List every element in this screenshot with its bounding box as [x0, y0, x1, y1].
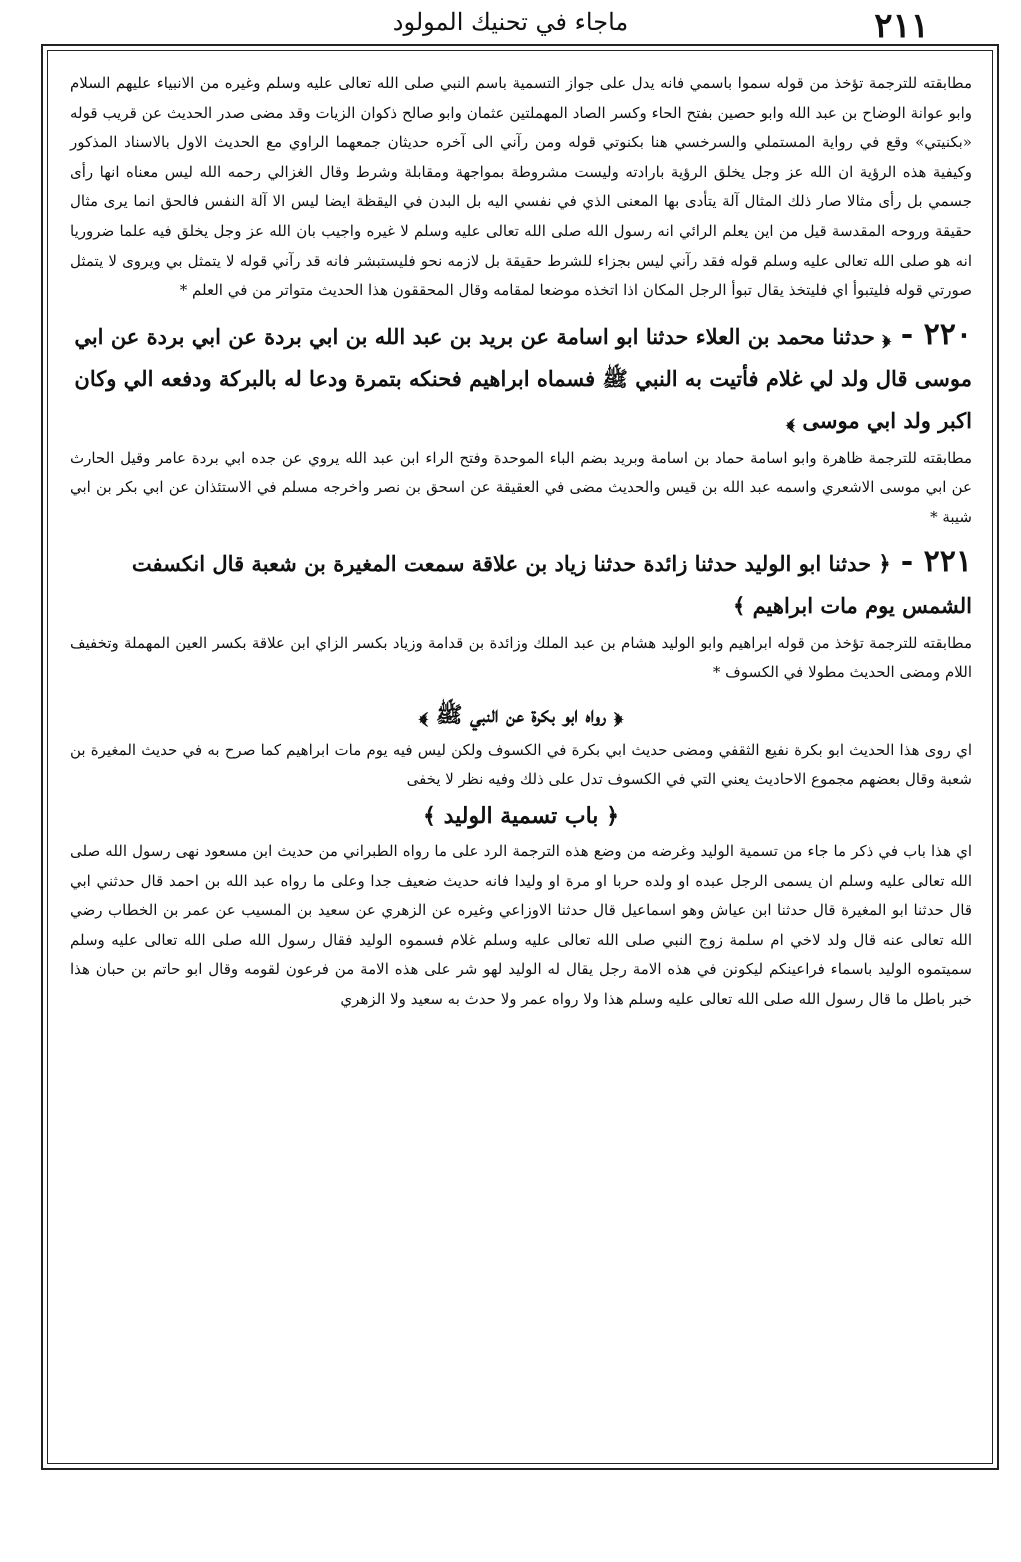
commentary-paragraph: مطابقته للترجمة ظاهرة وابو اسامة حماد بن اسامة وبريد بضم الباء الموحدة وفتح الراء ابن عبد الله يروي عن جده ابي بردة عامر وقيل الحارث عن ابي موسى الاشعري واسمه عبد الله بن قيس والحديث مضى في العقيقة عن اسحق بن نصر واخرجه مسلم في الاستئذان عن ابي بكر بن ابي شيبة *: [70, 448, 972, 526]
narration-heading: ﴿ رواه ابو بكرة عن النبي ﷺ ﴾: [419, 701, 623, 728]
commentary-paragraph: مطابقته للترجمة تؤخذ من قوله سموا باسمي فانه يدل على جواز التسمية باسم النبي صلى الله تعالى عليه وسلم وغيره من الانبياء عليهم السلام وابو عوانة الوضاح بن عبد الله وابو حصين بفتح الحاء وكسر الصاد المهملتين عثمان وابو صالح ذكوان الزيات وقد مضى صدر الحديث عن قريب قوله «بكنيتي» وقع في رواية المستملي والسرخسي هنا بكنوتي قوله ومن رآني الى آخره حديثان جمعهما الراوي مع الحديث الاول بالاسناد المذكور وكيفية هذه الرؤية ان الله عز وجل يخلق الرؤية بارادته وليست مشروطة بمواجهة ومقابلة وشرط وقال الغزالي رحمه الله ليس معناه انها رأى جسمي بل رأى مثالا صار ذلك المثال آلة يتأدى بها المعنى الذي في نفسي اليه بل البدن في اليقظة ايضا ليس الا آلة النفس فالحق انما يرى مثال حقيقة وروحه المقدسة قيل من اين يعلم الرائي انه رسول الله صلى الله تعالى عليه وسلم لا غيره واجيب بان الله عز وجل يخلق فيه علما ضروريا انه هو صلى الله تعالى عليه وسلم قوله فقد رآني ليس بجزاء للشرط حقيقة بل لازمه نحو فليستبشر فانه قد رآني قوله لا يتمثل بي ويروى لا يتمثل صورتي قوله فليتبوأ اي فليتخذ يقال تبوأ الرجل المكان اذا اتخذه موضعا لمقامه وقال المحققون هذا الحديث متواتر من في العلم *: [70, 74, 972, 300]
commentary-paragraph: اي هذا باب في ذكر ما جاء من تسمية الوليد وغرضه من وضع هذه الترجمة الرد على ما رواه الطبراني من حديث ابن مسعود نهى رسول الله صلى الله تعالى عليه وسلم ان يسمى الرجل عبده او ولده حربا او مرة او وليدا فانه حديث ضعيف جدا وعلى ما رواه عبد الله بن احمد قال حدثني ابي قال حدثنا ابو المغيرة قال حدثنا ابن عياش وهو اسماعيل قال حدثنا الاوزاعي وغيره عن الزهري عن سعيد بن المسيب عن عمر بن الخطاب رضي الله تعالى عنه قال ولد لاخي ام سلمة زوج النبي صلى الله تعالى عليه وسلم غلام فسموه الوليد فقال رسول الله صلى الله تعالى عليه وسلم سميتموه الوليد باسماء فراعينكم ليكونن في هذه الامة رجل يقال له الوليد لهو شر على هذه الامة من فرعون لقومه وقال ابو حاتم بن حبان هذا خبر باطل ما قال رسول الله صلى الله تعالى عليه وسلم هذا ولا رواه عمر ولا حدث به سعيد ولا الزهري: [70, 841, 973, 1008]
hadith-text: ﴿ حدثنا محمد بن العلاء حدثنا ابو اسامة عن بريد بن عبد الله بن ابي بردة عن ابي بردة عن ابي موسى قال ولد لي غلام فأتيت به النبي ﷺ فسماه ابراهيم فحنكه بتمرة ودعا له بالبركة ودفعه الي وكان اكبر ولد ابي موسى ﴾: [74, 323, 972, 433]
commentary-paragraph: مطابقته للترجمة تؤخذ من قوله ابراهيم وابو الوليد هشام بن عبد الملك وزائدة بن قدامة وزياد بكسر الزاي ابن علاقة بكسر العين المهملة وتخفيف اللام ومضى الحديث مطولا في الكسوف *: [70, 633, 972, 682]
page-frame: [41, 44, 999, 1470]
hadith-text: ﴿ حدثنا ابو الوليد حدثنا زائدة حدثنا زياد بن علاقة سمعت المغيرة بن شعبة قال انكسفت الشمس يوم مات ابراهيم ﴾: [131, 550, 972, 618]
page-body: [47, 50, 993, 1464]
running-title: ماجاء في تحنيك المولود: [392, 8, 629, 36]
chapter-heading: ﴿ باب تسمية الوليد ﴾: [423, 802, 619, 829]
hadith-221: [70, 541, 972, 627]
page-number: ٢١١: [874, 6, 929, 46]
commentary-paragraph: اي روى هذا الحديث ابو بكرة نفيع الثقفي ومضى حديث ابي بكرة في الكسوف ولكن ليس فيه يوم مات ابراهيم كما صرح به في حديث المغيرة بن شعبة وقال بعضهم مجموع الاحاديث يعني التي في الكسوف تدل على ذلك وفيه نظر لا يخفى: [70, 740, 972, 789]
hadith-number: ٢٢٠ -: [900, 316, 972, 352]
hadith-number: ٢٢١ -: [900, 543, 972, 579]
hadith-220: [70, 314, 972, 442]
